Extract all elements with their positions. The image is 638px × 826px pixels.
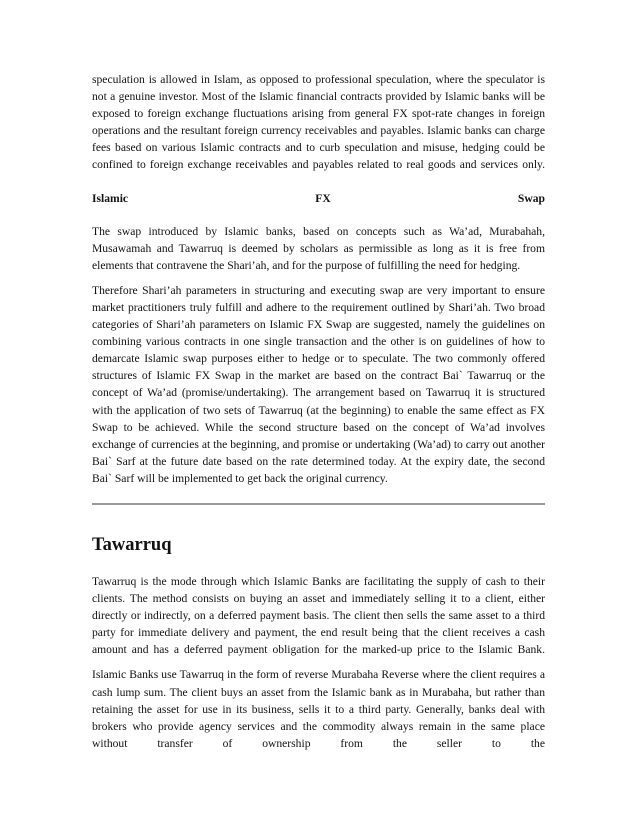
spacer: [92, 658, 545, 666]
swap-section: [92, 71, 545, 487]
swap-paragraph-2: Therefore Shari’ah parameters in structuring and executing swap are very important to ensure market practitioners truly fulfill and adhere to the requirement outlined by Shari’ah. Two broad categories of Shari’ah parameters on Islamic FX Swap are suggested, namely the guidelines on combining various contracts in one single transaction and the other is on guidelines of how to demarcate Islamic swap purposes either to hedge or to speculate. The two commonly offered structures of Islamic FX Swap in the market are based on the contract Bai` Tawarruq or the concept of Wa’ad (promise/undertaking). The arrangement based on Tawarruq it is structured with the application of two sets of Tawarruq (at the beginning) to enable the same effect as FX Swap to be achieved. While the second structure based on the concept of Wa’ad involves exchange of currencies at the beginning, and promise or undertaking (Wa’ad) to carry out another Bai` Sarf at the future date based on the rate determined today. At the expiry date, the second Bai` Sarf will be implemented to get back the original currency.: [92, 283, 545, 485]
spacer: [92, 174, 545, 190]
swap-paragraph-1: The swap introduced by Islamic banks, based on concepts such as Wa’ad, Murabahah, Musawamah and Tawarruq is deemed by scholars as permissible as long as it is free from elements that contravene the Shari’ah, and for the purpose of fulfilling the need for hedging.: [92, 224, 545, 272]
section-divider: [92, 503, 545, 505]
spacer: [92, 274, 545, 282]
tawarruq-title: Tawarruq: [92, 535, 172, 555]
heading-word-2: FX: [315, 191, 331, 205]
heading-word-1: Islamic: [92, 191, 129, 205]
tawarruq-section: [92, 573, 545, 752]
spacer: [92, 207, 545, 223]
heading-word-3: Swap: [517, 191, 545, 205]
intro-paragraph: speculation is allowed in Islam, as opposed to professional speculation, where the speculator is not a genuine investor. Most of the Islamic financial contracts provided by Islamic banks will be exposed to foreign exchange fluctuations arising from general FX spot-rate changes in foreign operations and the resultant foreign currency receivables and payables. Islamic banks can charge fees based on various Islamic contracts and to curb speculation and misuse, hedging could be confined to foreign exchange receivables and payables related to real goods and services only.: [92, 73, 545, 172]
section-heading-islamic-fx-swap: [92, 190, 545, 207]
tawarruq-paragraph-1: Tawarruq is the mode through which Islamic Banks are facilitating the supply of cash to their clients. The method consists on buying an asset and immediately selling it to a client, either directly or indirectly, on a deferred payment basis. The client then sells the same asset to a third party for immediate delivery and payment, the end result being that the client receives a cash amount and has a deferred payment obligation for the marked-up price to the Islamic Bank.: [92, 575, 545, 657]
tawarruq-paragraph-2: Islamic Banks use Tawarruq in the form of reverse Murabaha Reverse where the client requires a cash lump sum. The client buys an asset from the Islamic bank as in Murabaha, but rather than retaining the asset for use in its business, sells it to a third party. Generally, banks deal with brokers who provide agency services and the commodity always remain in the same place without transfer of ownership from the seller to the: [92, 668, 545, 750]
